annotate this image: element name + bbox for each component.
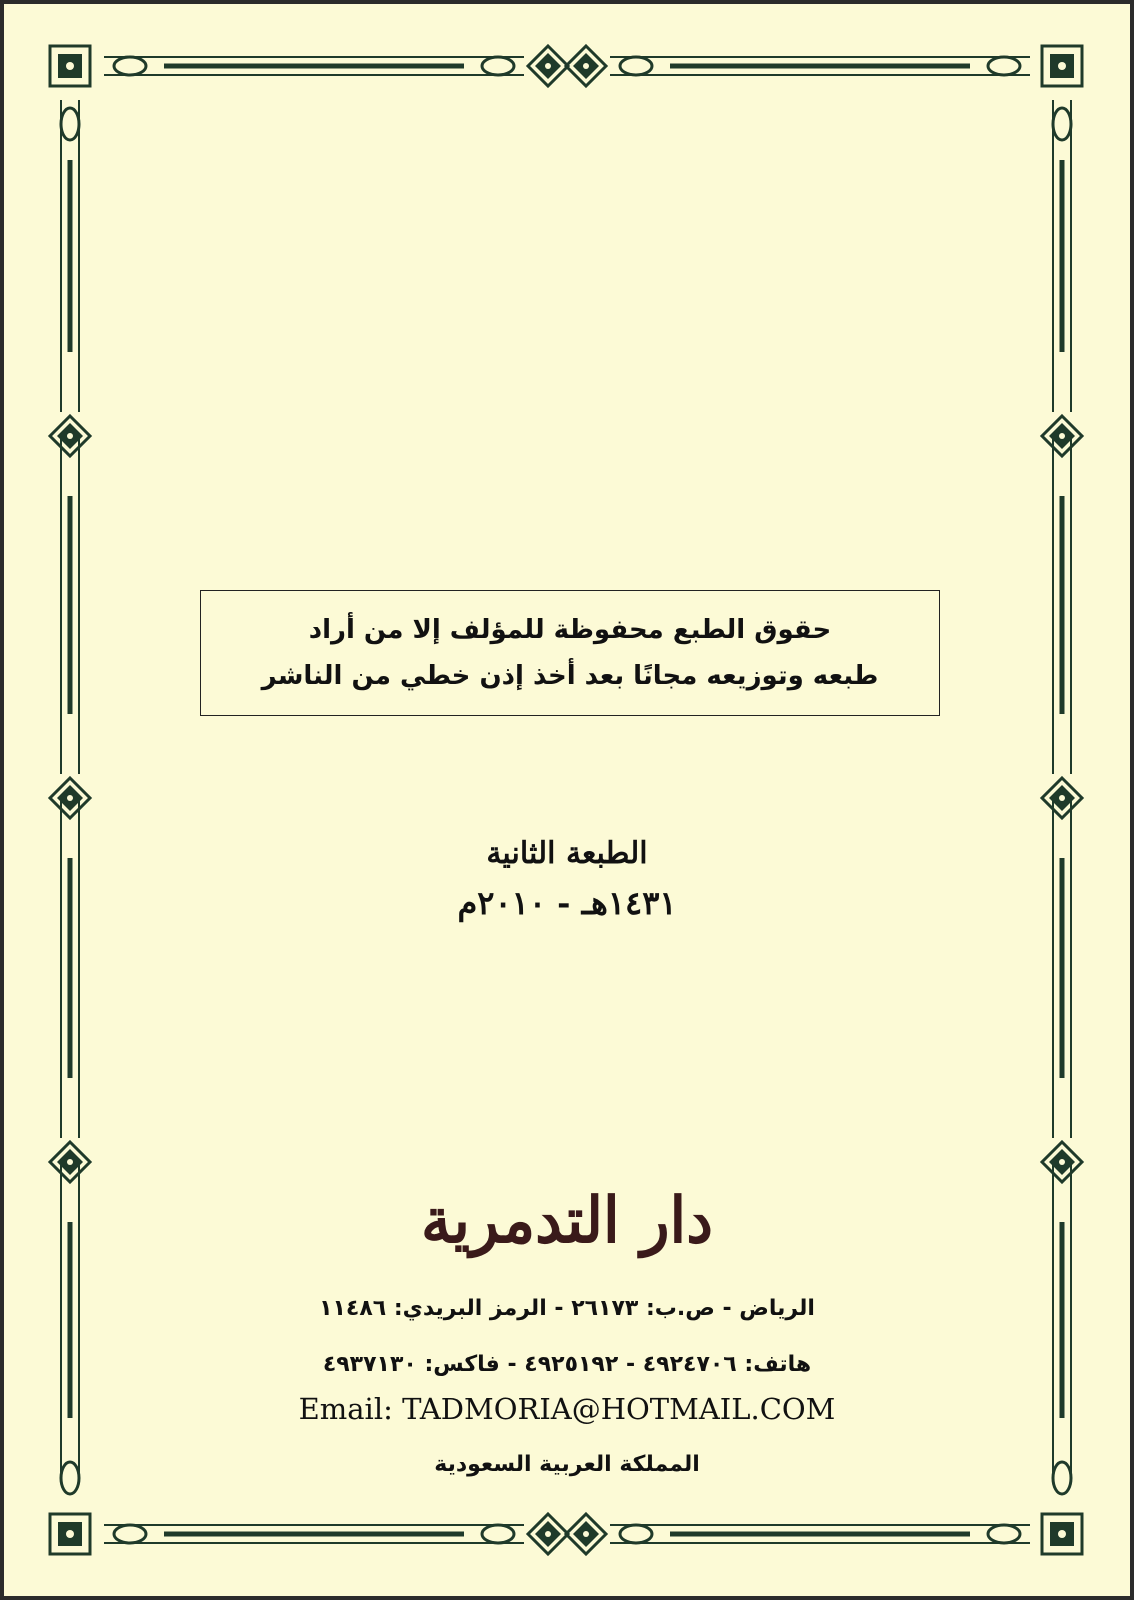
border-rail xyxy=(620,1525,652,1543)
publisher-phone-fax: هاتف: ٤٩٢٤٧٠٦ - ٤٩٢٥١٩٢ - فاكس: ٤٩٣٧١٣٠ xyxy=(322,1352,812,1377)
border-rail xyxy=(482,57,514,75)
publisher-address: الرياض - ص.ب: ٢٦١٧٣ - الرمز البريدي: ١١٤٨٦ xyxy=(319,1296,815,1321)
corner-ornament xyxy=(66,62,74,70)
publisher-email: Email: TADMORIA@HOTMAIL.COM xyxy=(298,1392,836,1426)
diamond-ornament xyxy=(67,795,73,801)
copyright-notice-box xyxy=(200,590,940,716)
diamond-ornament xyxy=(67,1159,73,1165)
border-rail xyxy=(114,1525,146,1543)
edition-date: ١٤٣١هـ - ٢٠١٠م xyxy=(457,884,677,922)
corner-ornament xyxy=(1058,62,1066,70)
diamond-ornament xyxy=(545,1531,551,1537)
border-rail xyxy=(61,108,79,140)
diamond-ornament xyxy=(1059,1159,1065,1165)
notice-line-2: طبعه وتوزيعه مجانًا بعد أخذ إذن خطي من الناشر xyxy=(261,661,879,691)
diamond-ornament xyxy=(1059,433,1065,439)
border-rail xyxy=(620,57,652,75)
diamond-ornament xyxy=(583,63,589,69)
corner-ornament xyxy=(66,1530,74,1538)
diamond-ornament xyxy=(67,433,73,439)
border-rail xyxy=(482,1525,514,1543)
diamond-ornament xyxy=(583,1531,589,1537)
border-rail xyxy=(114,57,146,75)
publisher-logo: دار التدمرية xyxy=(421,1184,713,1258)
diamond-ornament xyxy=(1059,795,1065,801)
edition-label: الطبعة الثانية xyxy=(486,836,648,871)
publisher-country: المملكة العربية السعودية xyxy=(434,1452,700,1477)
notice-line-1: حقوق الطبع محفوظة للمؤلف إلا من أراد xyxy=(308,615,832,645)
corner-ornament xyxy=(1058,1530,1066,1538)
border-rail xyxy=(1053,108,1071,140)
diamond-ornament xyxy=(545,63,551,69)
border-rail xyxy=(988,57,1020,75)
border-rail xyxy=(988,1525,1020,1543)
